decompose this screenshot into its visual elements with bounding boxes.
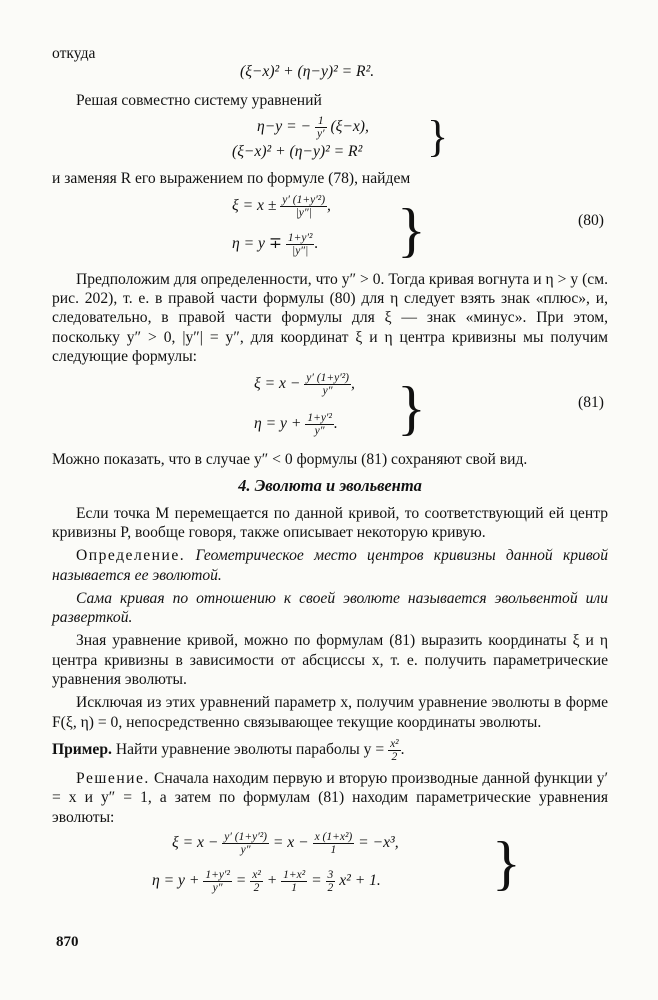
fraction-denominator: 1 <box>330 843 337 856</box>
formula-final-line1-c: = −x³, <box>358 833 399 851</box>
formula-final-line2-e: x² + 1. <box>339 871 381 889</box>
paragraph-elimination: Исключая из этих уравнений параметр x, получим уравнение эволюты в форме F(ξ, η) = 0, непосредственно связывающее текущие координаты эволюты. <box>52 694 608 731</box>
definition-text: Геометрическое место центров кривизны данной кривой называется ее эволютой. <box>52 547 609 584</box>
formula-system-line2: (ξ−x)² + (η−y)² = R² <box>232 142 363 160</box>
fraction-numerator: 1+x² <box>283 868 306 881</box>
formula-final-line2-c: + <box>266 871 278 889</box>
equation-number-80: (80) <box>578 211 604 229</box>
solution-label: Решение. <box>76 769 150 787</box>
right-brace: } <box>397 196 426 263</box>
formula-final-line1-a: ξ = x − <box>172 833 219 851</box>
right-brace: } <box>427 111 449 161</box>
intro-text: откуда <box>52 45 96 62</box>
formula-final-line2-d: = <box>311 871 322 889</box>
equation-number-81: (81) <box>578 394 604 412</box>
paragraph-substitution: и заменяя R его выражением по формуле (78), найдем <box>52 169 411 187</box>
fraction-numerator: y′ (1+y′²) <box>306 372 349 385</box>
right-brace: } <box>492 829 521 896</box>
fraction <box>305 412 334 437</box>
paragraph-involute: Сама кривая по отношению к своей эволюте называется эвольвентой или разверткой. <box>52 589 608 627</box>
formula-80 <box>52 188 608 266</box>
formula-80-line1: ξ = x ± $\frac{\text{y′ (1+y′²)}}{|y''|}$ , <box>232 193 331 219</box>
page-number: 870 <box>56 934 79 950</box>
fraction <box>313 831 355 856</box>
formula-81-line2: η = y + $\frac{\text{1+y′²}}{y''}$ . <box>254 412 338 438</box>
fraction <box>315 115 327 140</box>
fraction-numerator: y′ (1+y′²) <box>224 830 267 843</box>
fraction <box>203 869 232 894</box>
formula-80-line1-left: ξ = x ± <box>232 196 277 214</box>
formula-final-line2-b: = <box>235 871 247 889</box>
fraction <box>250 869 263 894</box>
formula-81-line2-left: η = y + <box>254 415 302 433</box>
fraction-numerator: y′ (1+y′²) <box>282 193 326 206</box>
fraction <box>286 232 315 257</box>
definition-label: Определение. <box>76 547 186 565</box>
example-label: Пример. <box>52 741 112 759</box>
fraction-numerator: 1+y′² <box>205 868 230 881</box>
paragraph-solution <box>52 769 608 827</box>
paragraph-assumption: Предположим для определенности, что y″ > 0. Тогда кривая вогнута и η > y (см. рис. 202), т. е. в правой части формулы (80) для η следует взять знак «плюс», и, следовательно, в правой части формулы для ξ — знак «минус». При этом, поскольку y″ > 0, |y″| = y″, для координат ξ и η центра кривизны мы получим следующие формулы: <box>52 270 608 366</box>
formula-final-line1-b: = x − <box>272 833 309 851</box>
formula-final-line1 <box>172 831 399 856</box>
fraction <box>280 194 327 219</box>
formula-system <box>52 111 608 167</box>
paragraph-system: Решая совместно систему уравнений <box>76 92 322 110</box>
page-content <box>52 40 608 901</box>
paragraph-point: Если точка M перемещается по данной кривой, то соответствующий ей центр кривизны P, вообще говоря, также описывает некоторую кривую. <box>52 504 608 541</box>
section-heading: 4. Эволюта и эвольвента <box>238 475 422 495</box>
paragraph-remark: Можно показать, что в случае y″ < 0 формулы (81) сохраняют свой вид. <box>52 451 528 469</box>
fraction-denominator: y″ <box>322 385 333 398</box>
formula-81 <box>52 366 608 448</box>
fraction-denominator: y″ <box>240 843 251 856</box>
fraction-numerator: 1+y′² <box>287 231 313 244</box>
fraction <box>388 738 401 763</box>
formula-81-line1-left: ξ = x − <box>254 375 301 393</box>
fraction-denominator: |y″| <box>292 244 309 257</box>
formula-circle <box>52 63 608 87</box>
fraction-numerator: 3 <box>327 868 334 881</box>
fraction-numerator: x (1+x²) <box>314 830 353 843</box>
example-text: Найти уравнение эволюты параболы y = <box>115 741 385 759</box>
solution-text: Сначала находим первую и вторую производные данной функции y′ = x и y″ = 1, а затем по формулам (81) находим параметрические уравнения эволюты: <box>52 769 608 826</box>
fraction <box>222 831 269 856</box>
fraction-denominator: y′ <box>316 127 325 140</box>
formula-final-line2-a: η = y + <box>152 871 200 889</box>
formula-80-line2-left: η = y ∓ <box>232 234 282 252</box>
fraction-denominator: 2 <box>327 881 334 894</box>
fraction-numerator: 1+y′² <box>307 412 332 425</box>
fraction-denominator: 2 <box>253 881 260 894</box>
fraction <box>281 869 307 894</box>
formula-80-line2: η = y ∓ $\frac{\text{1+y′²}}{|y''|}$ . <box>232 231 319 257</box>
fraction <box>326 869 336 894</box>
formula-81-line1: ξ = x − $\frac{\text{y′ (1+y′²)}}{y''}$ , <box>254 372 355 398</box>
fraction-numerator: 1 <box>315 115 327 128</box>
formula-system-line1 <box>257 115 369 140</box>
fraction-denominator: y″ <box>212 881 223 894</box>
formula-final <box>52 827 608 901</box>
fraction-numerator: x² <box>252 868 261 881</box>
fraction-denominator: |y″| <box>295 206 312 219</box>
formula-final-line2 <box>152 869 381 894</box>
paragraph-definition <box>52 546 608 585</box>
formula-circle-text: (ξ−x)² + (η−y)² = R². <box>240 63 375 81</box>
formula-system-line1-right: (ξ−x), <box>330 117 369 135</box>
fraction-denominator: 1 <box>291 881 298 894</box>
fraction-numerator: x² <box>390 737 399 750</box>
fraction <box>304 372 351 397</box>
fraction-denominator: 2 <box>391 750 398 763</box>
paragraph-coordinates: Зная уравнение кривой, можно по формулам (81) выразить координаты ξ и η центра кривизны в зависимости от абсциссы x, т. е. получить параметрические уравнения эволюты. <box>52 632 608 689</box>
paragraph-example: Пример. Найти уравнение эволюты параболы y = $\frac{\text{x²}}{2}$ . <box>52 737 405 763</box>
fraction-denominator: y″ <box>314 425 325 438</box>
formula-system-line1-left: η−y = − <box>257 117 312 135</box>
right-brace: } <box>397 375 426 442</box>
